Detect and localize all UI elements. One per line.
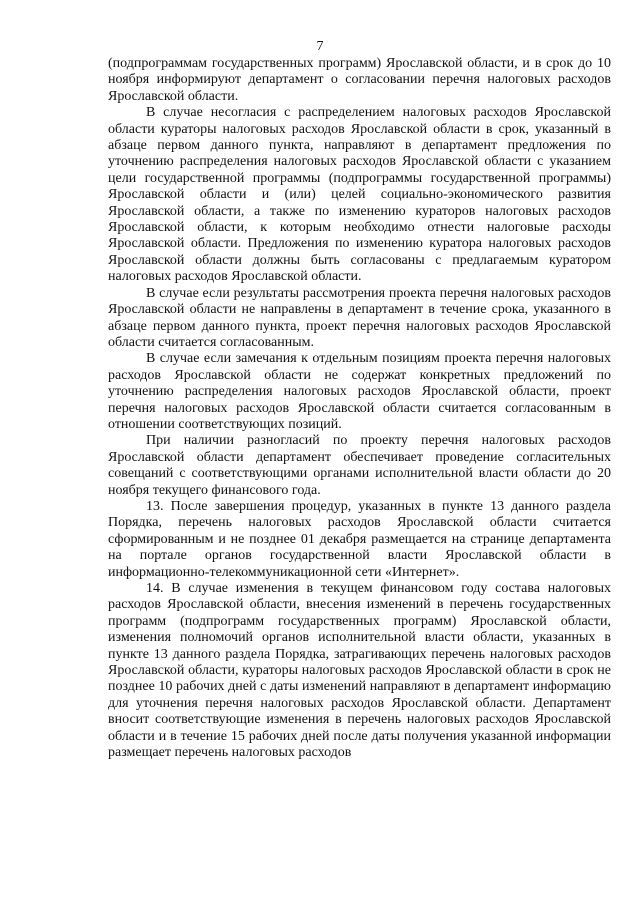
page-number: 7 — [316, 39, 324, 54]
paragraph-item-13: 13. После завершения процедур, указанных в пункте 13 данного раздела Порядка, перечень налоговых расходов Ярославской области считается сформированным и не позднее 01 декабря размещается на странице департамента на портале органов государственной власти Ярославской области в информационно-телекоммуникационной сети «Интернет». — [108, 498, 611, 580]
paragraph-remarks: В случае если замечания к отдельным позициям проекта перечня налоговых расходов Ярославской области не содержат конкретных предложений по уточнению распределения налоговых расходов Ярославской области, проект перечня налоговых расходов Ярославской области считается согласованным в отношении соответствующих позиций. — [108, 351, 611, 432]
paragraph-not-sent: В случае если результаты рассмотрения проекта перечня налоговых расходов Ярославской области не направлены в департамент в течение срока, указанного в абзаце первом данного пункта, проект перечня налоговых расходов Ярославской области считается согласованным. — [108, 285, 611, 350]
document-body — [108, 56, 611, 761]
paragraph-disagreement: В случае несогласия с распределением налоговых расходов Ярославской области кураторы налоговых расходов Ярославской области в срок, указанный в абзаце первом данного пункта, направляют в департамент предложения по уточнению распределения налоговых расходов Ярославской области с указанием цели государственной программы (подпрограммы государственной программы) Ярославской области и (или) целей социально-экономического развития Ярославской области, а также по изменению кураторов налоговых расходов Ярославской области, к которым необходимо отнести налоговые расходы Ярославской области. Предложения по изменению куратора налоговых расходов Ярославской области должны быть согласованы с предлагаемым куратором налоговых расходов Ярославской области. — [108, 105, 611, 285]
paragraph-disputes: При наличии разногласий по проекту перечня налоговых расходов Ярославской области департамент обеспечивает проведение согласительных совещаний с соответствующими органами исполнительной власти области до 20 ноября текущего финансового года. — [108, 433, 611, 498]
paragraph-item-14: 14. В случае изменения в текущем финансовом году состава налоговых расходов Ярославской области, внесения изменений в перечень государственных программ (подпрограмм государственных программ) Ярославской области, изменения полномочий органов исполнительной власти области, указанных в пункте 13 данного раздела Порядка, затрагивающих перечень налоговых расходов Ярославской области, кураторы налоговых расходов Ярославской области в срок не позднее 10 рабочих дней с даты изменений направляют в департамент информацию для уточнения перечня налоговых расходов Ярославской области. Департамент вносит соответствующие изменения в перечень налоговых расходов Ярославской области и в течение 15 рабочих дней после даты получения указанной информации размещает перечень налоговых расходов — [108, 581, 611, 761]
paragraph-continuation: (подпрограммам государственных программ) Ярославской области, и в срок до 10 ноября информируют департамент о согласовании перечня налоговых расходов Ярославской области. — [108, 56, 611, 104]
